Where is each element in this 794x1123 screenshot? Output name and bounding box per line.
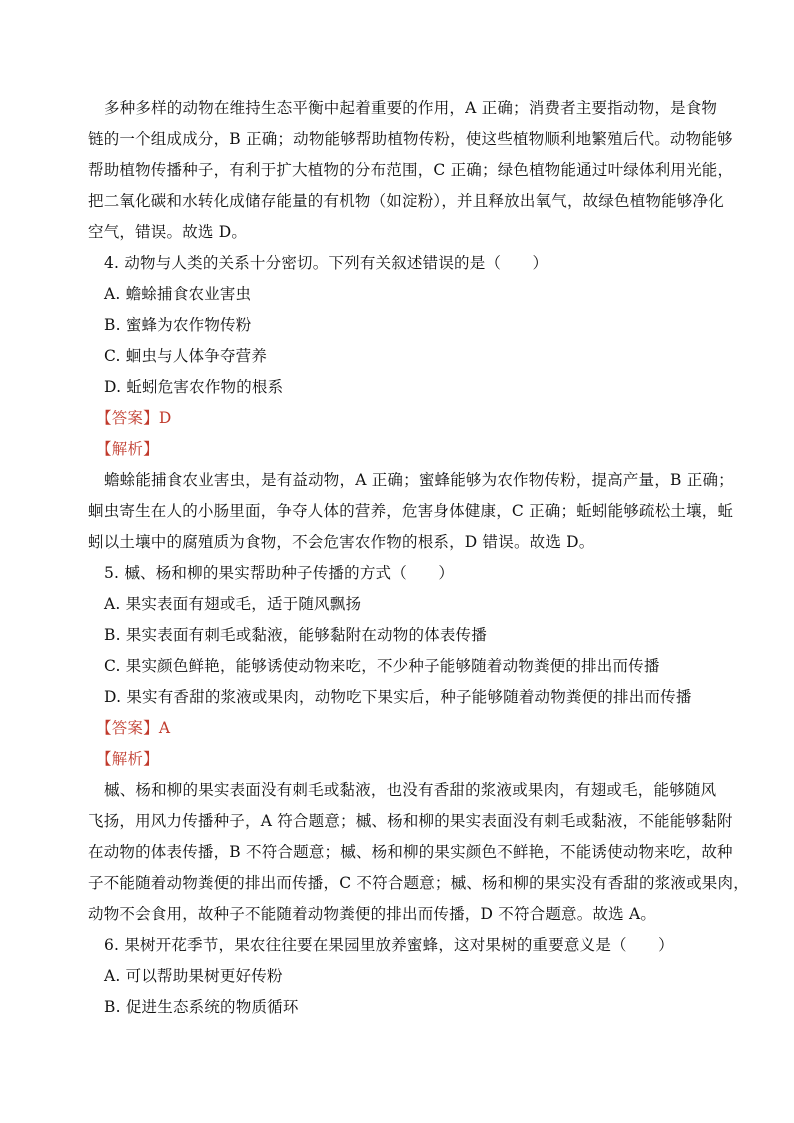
q3-analysis-line-4: 把二氧化碳和水转化成储存能量的有机物（如淀粉），并且释放出氧气，故绿色植物能够净化 xyxy=(88,192,724,210)
q4-option-a: A. 蟾蜍捕食农业害虫 xyxy=(104,285,252,303)
q5-option-c: C. 果实颜色鲜艳，能够诱使动物来吃，不少种子能够随着动物粪便的排出而传播 xyxy=(104,657,660,675)
q5-answer xyxy=(96,718,736,738)
q6-option-b: B. 促进生态系统的物质循环 xyxy=(104,998,299,1016)
q5-option-d: D. 果实有香甜的浆液或果肉，动物吃下果实后，种子能够随着动物粪便的排出而传播 xyxy=(104,688,692,706)
q5-analysis-line-5: 动物不会食用，故种子不能随着动物粪便的排出而传播，D 不符合题意。故选 A。 xyxy=(88,905,657,923)
q4-analysis-tag: 【解析】 xyxy=(96,440,159,458)
q5-stem: 5. 槭、杨和柳的果实帮助种子传播的方式（ ） xyxy=(104,564,455,582)
q4-answer xyxy=(96,408,736,428)
q5-answer-value: A xyxy=(158,719,171,737)
q5-option-a: A. 果实表面有翅或毛，适于随风飘扬 xyxy=(104,595,362,613)
q5-answer-tag: 【答案】 xyxy=(96,719,159,737)
q4-analysis-line-1: 蟾蜍能捕食农业害虫，是有益动物，A 正确；蜜蜂能够为农作物传粉，提高产量，B 正确； xyxy=(104,471,734,489)
q5-analysis-line-3: 在动物的体表传播，B 不符合题意；槭、杨和柳的果实颜色不鲜艳，不能诱使动物来吃，故种 xyxy=(88,843,733,861)
q4-option-b: B. 蜜蜂为农作物传粉 xyxy=(104,316,252,334)
q4-option-c: C. 蛔虫与人体争夺营养 xyxy=(104,347,268,365)
q6-option-a: A. 可以帮助果树更好传粉 xyxy=(104,967,283,985)
q4-analysis-line-2: 蛔虫寄生在人的小肠里面，争夺人体的营养，危害身体健康，C 正确；蚯蚓能够疏松土壤，蚯 xyxy=(88,502,734,520)
q5-option-b: B. 果实表面有刺毛或黏液，能够黏附在动物的体表传播 xyxy=(104,626,487,644)
q3-analysis-line-2: 链的一个组成成分，B 正确；动物能够帮助植物传粉，使这些植物顺利地繁殖后代。动物能够 xyxy=(88,130,733,148)
q4-answer-value: D xyxy=(158,409,172,427)
q5-analysis-line-4: 子不能随着动物粪便的排出而传播，C 不符合题意；槭、杨和柳的果实没有香甜的浆液或果肉， xyxy=(88,874,749,892)
q5-analysis-line-1: 槭、杨和柳的果实表面没有刺毛或黏液，也没有香甜的浆液或果肉，有翅或毛，能够随风 xyxy=(104,781,717,799)
q3-analysis-line-3: 帮助植物传播种子，有利于扩大植物的分布范围，C 正确；绿色植物能通过叶绿体利用光能， xyxy=(88,161,734,179)
q4-analysis-line-3: 蚓以土壤中的腐殖质为食物，不会危害农作物的根系，D 错误。故选 D。 xyxy=(88,533,595,551)
q3-analysis-line-5: 空气，错误。故选 D。 xyxy=(88,223,248,241)
q3-analysis-line-1: 多种多样的动物在维持生态平衡中起着重要的作用，A 正确；消费者主要指动物，是食物 xyxy=(104,99,718,117)
q4-option-d: D. 蚯蚓危害农作物的根系 xyxy=(104,378,284,396)
q4-stem: 4. 动物与人类的关系十分密切。下列有关叙述错误的是（ ） xyxy=(104,254,549,272)
q5-analysis-line-2: 飞扬，用风力传播种子，A 符合题意；槭、杨和柳的果实表面没有刺毛或黏液，不能能够黏附 xyxy=(88,812,733,830)
q6-stem: 6. 果树开花季节，果农往往要在果园里放养蜜蜂，这对果树的重要意义是（ ） xyxy=(104,936,674,954)
q4-answer-tag: 【答案】 xyxy=(96,409,159,427)
q5-analysis-tag: 【解析】 xyxy=(96,750,159,768)
